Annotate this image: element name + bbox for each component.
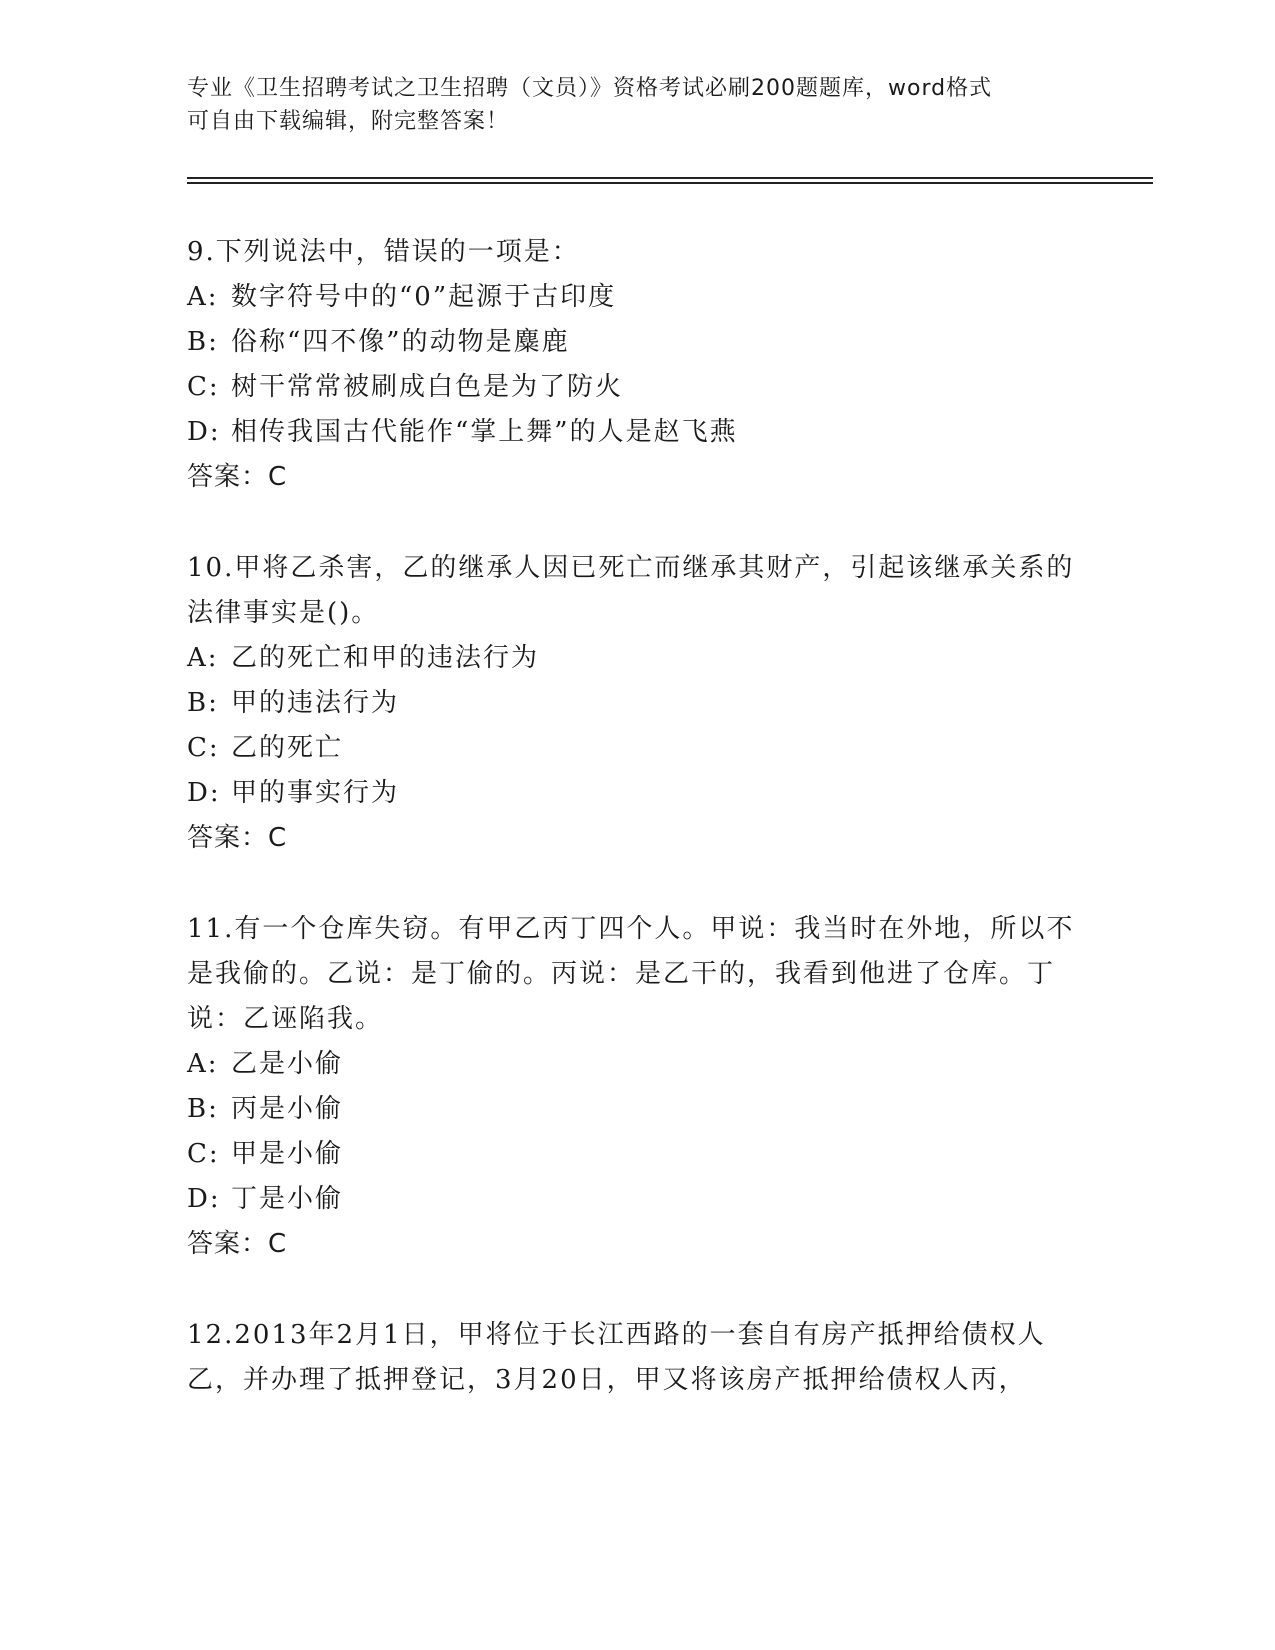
option-text: 相传我国古代能作“掌上舞”的人是赵飞燕 bbox=[231, 417, 738, 447]
option-text: 甲的事实行为 bbox=[231, 778, 400, 808]
question-10 bbox=[187, 546, 1087, 861]
option-letter: D: bbox=[187, 778, 221, 808]
answer-label: 答案： bbox=[187, 1229, 269, 1259]
option-b bbox=[187, 1087, 1087, 1132]
question-stem: 9.下列说法中，错误的一项是： bbox=[187, 237, 580, 267]
answer-line bbox=[187, 816, 1087, 861]
option-text: 甲是小偷 bbox=[231, 1139, 344, 1169]
header-line-1: 专业《卫生招聘考试之卫生招聘（文员）》资格考试必刷200题题库，word格式 bbox=[187, 76, 993, 101]
question-12 bbox=[187, 1313, 1087, 1403]
question-list bbox=[187, 230, 1087, 1449]
question-stem: 12.2013年2月1日，甲将位于长江西路的一套自有房产抵押给债权人乙，并办理了抵押登记，3月20日，甲又将该房产抵押给债权人丙， bbox=[187, 1320, 1046, 1395]
option-a bbox=[187, 275, 1087, 320]
option-b bbox=[187, 681, 1087, 726]
option-text: 数字符号中的“0”起源于古印度 bbox=[231, 282, 617, 312]
question-11 bbox=[187, 907, 1087, 1267]
option-letter: A: bbox=[187, 282, 219, 312]
option-text: 乙是小偷 bbox=[231, 1049, 344, 1079]
answer-value: C bbox=[268, 1229, 288, 1259]
option-text: 丙是小偷 bbox=[231, 1094, 344, 1124]
answer-label: 答案： bbox=[187, 823, 269, 853]
option-a bbox=[187, 636, 1087, 681]
option-letter: C: bbox=[187, 1139, 220, 1169]
answer-line bbox=[187, 1222, 1087, 1267]
option-c bbox=[187, 726, 1087, 771]
answer-value: C bbox=[268, 462, 288, 492]
option-letter: B: bbox=[187, 688, 219, 718]
option-text: 乙的死亡和甲的违法行为 bbox=[231, 643, 540, 673]
option-letter: C: bbox=[187, 372, 220, 402]
question-stem: 10.甲将乙杀害，乙的继承人因已死亡而继承其财产，引起该继承关系的法律事实是()。 bbox=[187, 553, 1075, 628]
header-rule-bottom bbox=[187, 182, 1153, 184]
question-stem: 11.有一个仓库失窃。有甲乙丙丁四个人。甲说：我当时在外地，所以不是我偷的。乙说：是丁偷的。丙说：是乙干的，我看到他进了仓库。丁说：乙诬陷我。 bbox=[187, 914, 1075, 1034]
option-d bbox=[187, 410, 1087, 455]
option-c bbox=[187, 1132, 1087, 1177]
answer-line bbox=[187, 455, 1087, 500]
option-letter: B: bbox=[187, 1094, 219, 1124]
option-b bbox=[187, 320, 1087, 365]
option-a bbox=[187, 1042, 1087, 1087]
option-text: 丁是小偷 bbox=[231, 1184, 344, 1214]
option-text: 俗称“四不像”的动物是麋鹿 bbox=[231, 327, 570, 357]
answer-label: 答案： bbox=[187, 462, 269, 492]
option-text: 树干常常被刷成白色是为了防火 bbox=[231, 372, 624, 402]
option-d bbox=[187, 771, 1087, 816]
question-9 bbox=[187, 230, 1087, 500]
document-header bbox=[187, 72, 1087, 138]
option-c bbox=[187, 365, 1087, 410]
option-letter: B: bbox=[187, 327, 219, 357]
option-letter: D: bbox=[187, 1184, 221, 1214]
header-line-2: 可自由下载编辑，附完整答案！ bbox=[187, 109, 510, 134]
option-d bbox=[187, 1177, 1087, 1222]
option-text: 甲的违法行为 bbox=[231, 688, 400, 718]
option-letter: A: bbox=[187, 1049, 219, 1079]
option-letter: C: bbox=[187, 733, 220, 763]
header-rule-top bbox=[187, 177, 1153, 179]
option-letter: D: bbox=[187, 417, 221, 447]
option-text: 乙的死亡 bbox=[231, 733, 344, 763]
answer-value: C bbox=[268, 823, 288, 853]
option-letter: A: bbox=[187, 643, 219, 673]
